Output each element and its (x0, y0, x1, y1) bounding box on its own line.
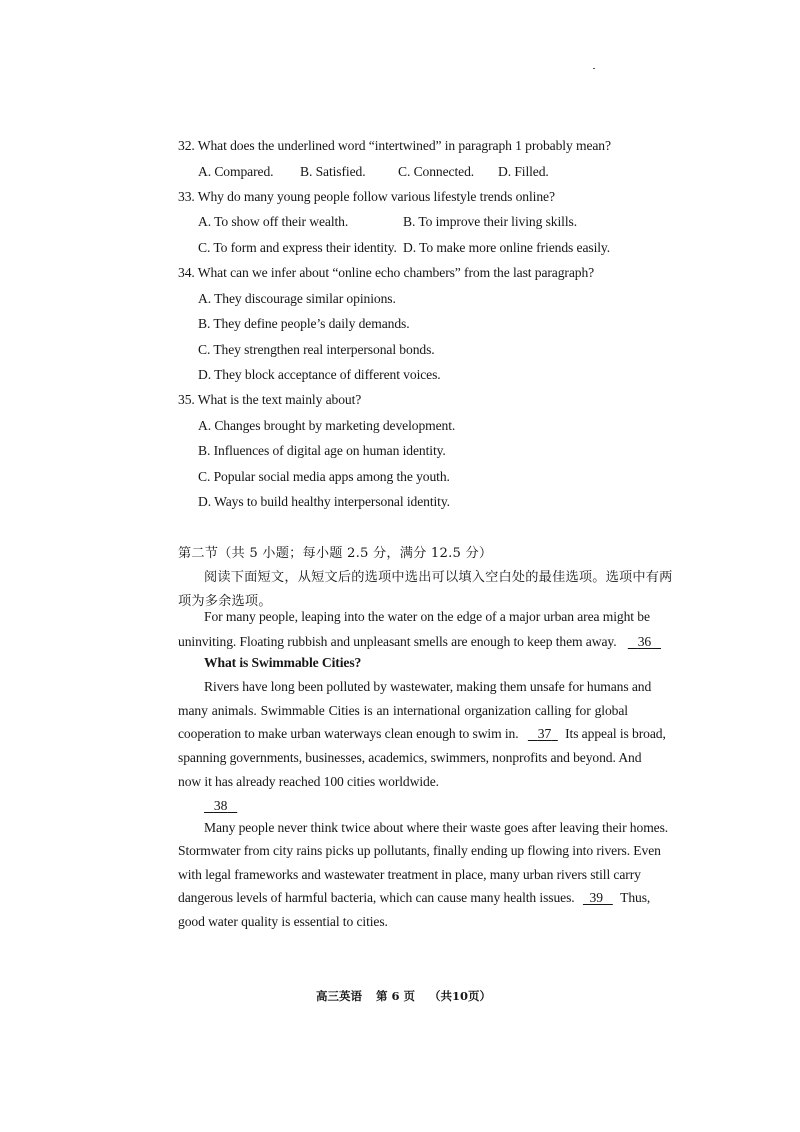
question-34-option-a: A. They discourage similar opinions. (198, 291, 396, 306)
question-33-option-c: C. To form and express their identity. (198, 240, 397, 255)
passage-p3-line3: with legal frameworks and wastewater treatment in place, many urban rivers still carry (178, 867, 641, 882)
passage-p1-line1: For many people, leaping into the water on the edge of a major urban area might be (204, 609, 650, 624)
question-35-option-c: C. Popular social media apps among the youth. (198, 469, 450, 484)
question-35-option-a: A. Changes brought by marketing development. (198, 418, 456, 433)
section-instruction: 阅读下面短文，从短文后的选项中选出可以填入空白处的最佳选项。选项中有两 (204, 570, 673, 585)
passage-subheading: What is Swimmable Cities? (204, 655, 362, 670)
footer-subject: 高三英语 (316, 989, 362, 1003)
section-instruction-continued: 项为多余选项。 (178, 594, 272, 609)
passage-p3-line2: Stormwater from city rains picks up pollutants, finally ending up flowing into rivers. Even (178, 843, 661, 858)
question-35-stem: 35. What is the text mainly about? (178, 392, 362, 407)
blank-38-line (204, 798, 237, 814)
passage-p2-line5: now it has already reached 100 cities worldwide. (178, 774, 439, 789)
blank-36-number: 36 (637, 634, 652, 649)
page-footer (316, 988, 501, 1004)
footer-total-pages: （共10页） (429, 989, 492, 1003)
question-33-option-d: D. To make more online friends easily. (403, 240, 611, 255)
question-33-stem: 33. Why do many young people follow various lifestyle trends online? (178, 189, 555, 204)
passage-p2-line3-text: cooperation to make urban waterways clean enough to swim in. (178, 726, 519, 741)
question-34-option-d: D. They block acceptance of different voices. (198, 367, 441, 382)
blank-37-number: 37 (537, 726, 552, 741)
blank-39-number: 39 (589, 890, 603, 905)
question-34-option-b: B. They define people’s daily demands. (198, 316, 410, 331)
passage-p3-line1: Many people never think twice about where their waste goes after leaving their homes. (204, 820, 669, 835)
question-34-stem: 34. What can we infer about “online echo chambers” from the last paragraph? (178, 265, 595, 280)
passage-p3-line4 (178, 890, 650, 906)
blank-36 (628, 634, 661, 650)
question-32-option-a: A. Compared. (198, 164, 274, 179)
passage-p3-line5: good water quality is essential to cities. (178, 914, 388, 929)
footer-page-number: 第 6 页 (376, 989, 416, 1003)
passage-p3-line4-text: dangerous levels of harmful bacteria, which can cause many health issues. (178, 890, 575, 905)
section-heading: 第二节（共 5 小题；每小题 2.5 分，满分 12.5 分） (178, 546, 493, 561)
scan-speck (593, 68, 595, 69)
blank-37 (528, 726, 558, 742)
question-33-option-a: A. To show off their wealth. (198, 214, 349, 229)
question-33-option-b: B. To improve their living skills. (403, 214, 578, 229)
question-32-stem: 32. What does the underlined word “intertwined” in paragraph 1 probably mean? (178, 138, 611, 153)
passage-p1-line2-text: uninviting. Floating rubbish and unpleasant smells are enough to keep them away. (178, 634, 617, 649)
passage-p2-line1: Rivers have long been polluted by wastewater, making them unsafe for humans and (204, 679, 652, 694)
question-32-option-c: C. Connected. (398, 164, 475, 179)
blank-38 (204, 798, 237, 814)
question-34-option-c: C. They strengthen real interpersonal bonds. (198, 342, 435, 357)
passage-p2-line2: many animals. Swimmable Cities is an international organization calling for global (178, 703, 628, 718)
passage-p2-line3 (178, 726, 666, 742)
blank-39 (583, 890, 613, 906)
passage-p1-line2 (178, 634, 661, 650)
question-35-option-b: B. Influences of digital age on human identity. (198, 443, 446, 458)
question-35-option-d: D. Ways to build healthy interpersonal identity. (198, 494, 450, 509)
passage-p3-line4-tail: Thus, (620, 890, 651, 905)
question-32-option-b: B. Satisfied. (300, 164, 366, 179)
passage-p2-line4: spanning governments, businesses, academics, swimmers, nonprofits and beyond. And (178, 750, 642, 765)
passage-p2-line3-tail: Its appeal is broad, (565, 726, 666, 741)
blank-38-number: 38 (213, 798, 228, 813)
question-32-option-d: D. Filled. (498, 164, 549, 179)
